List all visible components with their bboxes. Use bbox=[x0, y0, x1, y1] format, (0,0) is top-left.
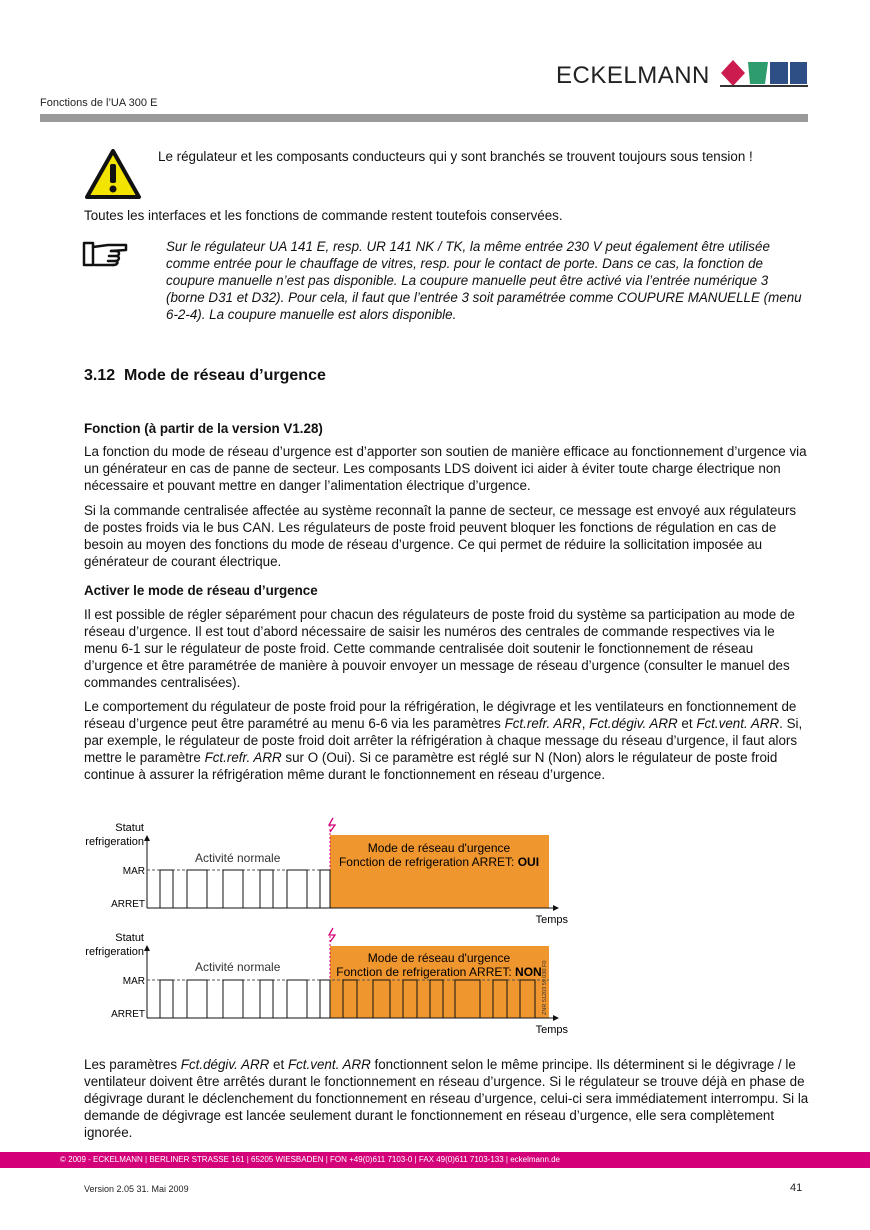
mode-label-line2: Fonction de refrigeration ARRET: NON bbox=[336, 965, 542, 979]
brand-logo-text: ECKELMANN bbox=[556, 62, 710, 89]
normal-activity-label: Activité normale bbox=[195, 960, 281, 974]
warning-icon bbox=[84, 148, 142, 200]
level-low-label: ARRET bbox=[111, 1009, 145, 1020]
y-axis-label-line2: refrigeration bbox=[85, 836, 144, 848]
section-title bbox=[84, 367, 326, 385]
y-axis-label-line1: Statut bbox=[115, 822, 144, 834]
version-info: Version 2.05 31. Mai 2009 bbox=[84, 1184, 189, 1194]
section-number: 3.12 bbox=[84, 367, 116, 384]
y-axis-label-line2: refrigeration bbox=[85, 946, 144, 958]
paragraph-parameters: Le comportement du régulateur de poste froid pour la réfrigération, le dégivrage et les ventilateurs en fonctionnement de réseau d’urgence peut être paramétré au menu 6-6 via les paramètres Fct.refr. ARR, Fct.dégiv. ARR et Fct.vent. ARR. Si, par exemple, le régulateur de poste froid doit arrêter la réfrigération à chaque message du réseau d’urgence, il faut alors mettre le paramètre Fct.refr. ARR sur O (Oui). Si ce paramètre est réglé sur N (Non) alors le régulateur de poste froid continue à assurer la réfrigération même durant le fonctionnement en réseau d’urgence. bbox=[84, 699, 803, 782]
paragraph-principle: Les paramètres Fct.dégiv. ARR et Fct.vent. ARR fonctionnent selon le même principe. Ils déterminent si le dégivrage / le ventilateur doivent être arrêtés durant le fonctionnement en réseau d’urgence. Si le régulateur se trouve déjà en phase de dégivrage durant le déclenchement du fonctionnement en réseau d’urgence, celui-ci sera immédiatement interrompu. Si la demande de dégivrage est lancée seulement durant le fonctionnement en réseau d’urgence, elle sera complètement ignorée. bbox=[84, 1057, 809, 1140]
document-title: Fonctions de l’UA 300 E bbox=[40, 97, 158, 109]
header-divider bbox=[40, 114, 808, 122]
normal-activity-label: Activité normale bbox=[195, 851, 281, 865]
level-high-label: MAR bbox=[122, 976, 145, 987]
x-axis-label: Temps bbox=[535, 914, 568, 926]
subheading-activate: Activer le mode de réseau d’urgence bbox=[84, 583, 318, 598]
level-low-label: ARRET bbox=[111, 899, 145, 910]
signal-top bbox=[147, 870, 330, 908]
paragraph-activate: Il est possible de régler séparément pour chacun des régulateurs de poste froid du système sa participation au mode de réseau d’urgence. Il est tout d’abord nécessaire de saisir les numéros des centrales de commande respectives via le menu 6-1 sur le régulateur de poste froid. Cette commande centralisée doit soutenir le fonctionnement de réseau d’urgence et être paramétrée de manière à pouvoir envoyer un message de réseau d’urgence (consulter le manuel des commandes centralisées). bbox=[84, 607, 795, 690]
note-paragraph: Sur le régulateur UA 141 E, resp. UR 141 NK / TK, la même entrée 230 V peut également être utilisée comme entrée pour le chauffage de vitres, resp. pour le contact de porte. Dans ce cas, la fonction de coupure manuelle n’est pas disponible. La coupure manuelle peut être activé via l’entrée numérique 3 (borne D31 et D32). Pour cela, il faut que l’entrée 3 soit paramétrée comme COUPURE MANUELLE (menu 6-2-4). La coupure manuelle est alors disponible. bbox=[166, 239, 802, 322]
section-title-text: Mode de réseau d’urgence bbox=[124, 367, 326, 384]
x-axis-label: Temps bbox=[535, 1024, 568, 1036]
paragraph-function: La fonction du mode de réseau d’urgence est d’apporter son soutien de manière efficace au fonctionnement d’urgence via un générateur en cas de panne de secteur. Les composants LDS doivent ici aider à éviter toute charge électrique non nécessaire et pouvant mettre en danger l’alimentation électrique d’urgence. bbox=[84, 444, 807, 493]
intro-paragraph: Toutes les interfaces et les fonctions de commande restent toutefois conservées. bbox=[84, 208, 563, 223]
reference-code: ZNR 51203 59 030 F0 bbox=[542, 960, 548, 1015]
paragraph-commande: Si la commande centralisée affectée au système reconnaît la panne de secteur, ce message est envoyé aux régulateurs de postes froids via le bus CAN. Les régulateurs de poste froid peuvent bloquer les fonctions de régulation en cas de besoin au moyen des fonctions du mode de réseau d’urgence. Ce qui permet de réduire la sollicitation imposée au générateur de courant électrique. bbox=[84, 503, 797, 569]
pointing-hand-icon bbox=[82, 240, 130, 270]
mode-label-line1: Mode de réseau d'urgence bbox=[367, 951, 511, 965]
emergency-mode-diagram bbox=[60, 810, 580, 1040]
diagram-bottom-panel bbox=[85, 928, 568, 1036]
brand-logo-icon bbox=[720, 59, 810, 87]
subheading-function: Fonction (à partir de la version V1.28) bbox=[84, 421, 323, 436]
lightning-icon bbox=[329, 928, 335, 942]
mode-label-line1: Mode de réseau d'urgence bbox=[367, 841, 511, 855]
warning-text: Le régulateur et les composants conducteurs qui y sont branchés se trouvent toujours sous tension ! bbox=[158, 149, 753, 164]
diagram-top-panel bbox=[85, 818, 568, 926]
y-axis-label-line1: Statut bbox=[115, 932, 144, 944]
footer-company: © 2009 - ECKELMANN | BERLINER STRASSE 161 | 65205 WIESBADEN | FON +49(0)611 7103-0 | FAX 49(0)611 7103-133 | eckelmann.de bbox=[60, 1155, 561, 1164]
mode-label-line2: Fonction de refrigeration ARRET: OUI bbox=[338, 855, 540, 869]
level-high-label: MAR bbox=[122, 866, 145, 877]
page-number: 41 bbox=[790, 1182, 803, 1194]
